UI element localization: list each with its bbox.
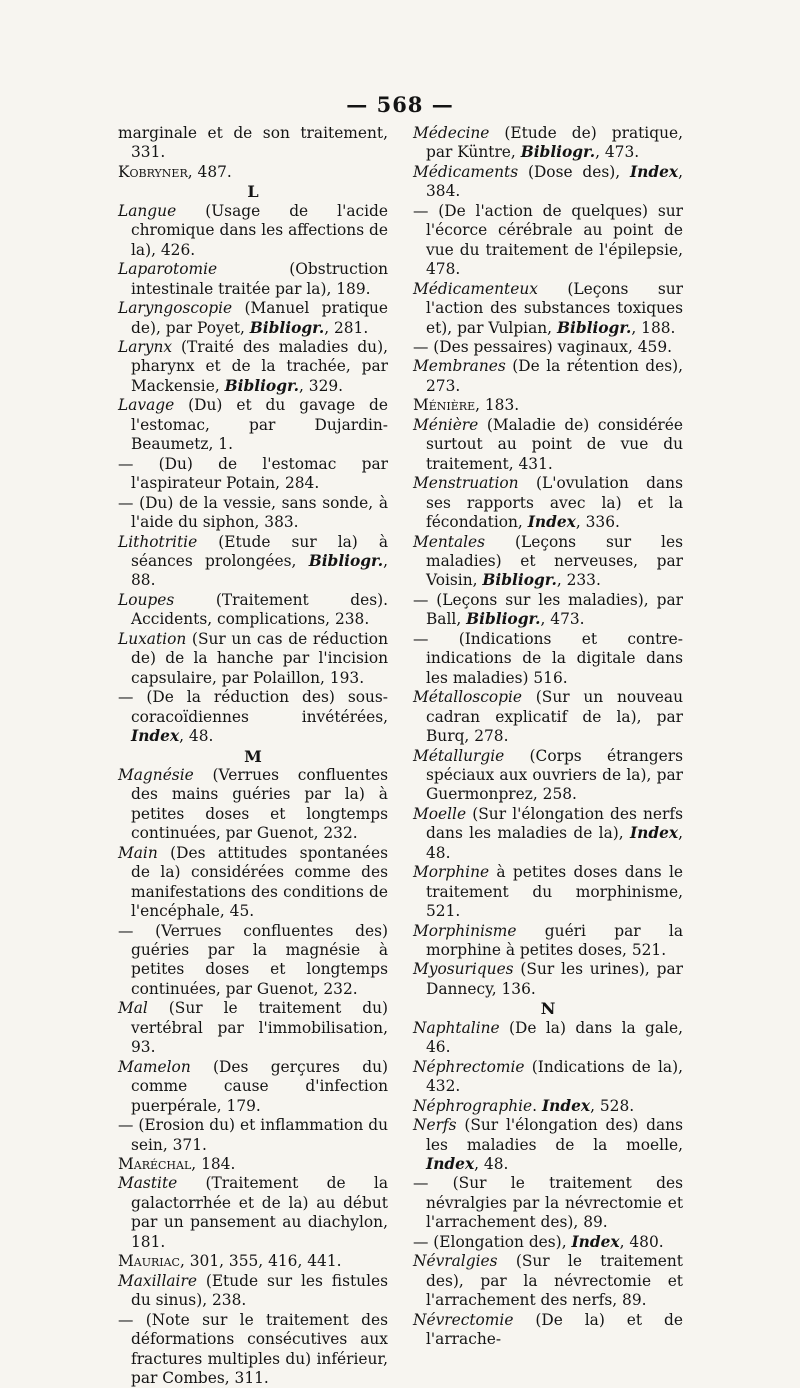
entry-text: (Obstruction intestinale traitée par la), 189. bbox=[131, 260, 388, 298]
entry-text: — (De l'action de quelques) sur l'écorce cérébrale au point de vue du traitement de l'épilepsie, 478. bbox=[413, 201, 683, 279]
index-entry bbox=[118, 1311, 388, 1388]
entry-headword: Mamelon bbox=[118, 1057, 191, 1076]
index-entry bbox=[413, 1233, 683, 1252]
entry-text: — (Sur le traitement des névralgies par la névrectomie et l'arrachement des), 89. bbox=[413, 1174, 683, 1232]
index-entry bbox=[413, 688, 683, 746]
index-entry bbox=[118, 455, 388, 494]
entry-page-ref: , 48. bbox=[426, 824, 683, 862]
reference-tag: Index bbox=[131, 727, 180, 746]
entry-page-ref: , 473. bbox=[595, 143, 640, 162]
index-entry bbox=[118, 163, 388, 182]
index-entry bbox=[413, 1097, 683, 1116]
entry-page-ref: , 48. bbox=[474, 1155, 509, 1174]
entry-text: — (Des pessaires) vaginaux, 459. bbox=[413, 337, 673, 356]
entry-headword: Lithotritie bbox=[118, 532, 198, 551]
entry-text: — (Du) de l'estomac par l'aspirateur Potain, 284. bbox=[118, 454, 388, 493]
entry-headword: Mastite bbox=[118, 1174, 178, 1193]
entry-headword: Langue bbox=[118, 201, 177, 220]
index-entry bbox=[413, 357, 683, 396]
index-entry bbox=[118, 766, 388, 844]
entry-headword: Médicaments bbox=[413, 162, 519, 181]
entry-headword: Ménière bbox=[413, 415, 479, 434]
author-name: Ménière bbox=[413, 396, 476, 415]
entry-page-ref: , 329. bbox=[299, 376, 344, 395]
entry-headword: Métalloscopie bbox=[413, 688, 523, 707]
entry-headword: Métallurgie bbox=[413, 746, 505, 765]
entry-headword: Névrectomie bbox=[413, 1310, 514, 1329]
reference-tag: Index bbox=[571, 1232, 620, 1251]
entry-headword: Morphinisme bbox=[413, 921, 517, 940]
entry-headword: Larynx bbox=[118, 337, 173, 356]
entry-headword: Laparotomie bbox=[118, 260, 218, 279]
entry-text: (Verrues confluentes des mains guéries par la) à petites doses et longtemps continuées, par Guenot, 232. bbox=[131, 765, 388, 843]
author-name: Kobryner bbox=[118, 162, 188, 181]
entry-text: . bbox=[532, 1096, 542, 1115]
reference-tag: Index bbox=[629, 162, 679, 181]
index-entry bbox=[118, 494, 388, 533]
index-entry bbox=[118, 1174, 388, 1252]
entry-text: (Leçons sur les maladies) et nerveuses, par Voisin, bbox=[426, 532, 683, 590]
entry-text: (Etude sur la) à séances prolongées, bbox=[131, 532, 388, 570]
index-entry bbox=[413, 922, 683, 961]
entry-text: guéri par la morphine à petites doses, 521. bbox=[426, 921, 683, 960]
entry-headword: Main bbox=[118, 843, 158, 862]
entry-page-ref: , 88. bbox=[131, 551, 388, 590]
entry-text: (Etude de) pratique, par Küntre, bbox=[426, 124, 683, 162]
entry-headword: Nerfs bbox=[413, 1116, 457, 1135]
entry-page-ref: , 528. bbox=[590, 1096, 635, 1115]
entry-text: — (Du) de la vessie, sans sonde, à l'aide du siphon, 383. bbox=[118, 493, 388, 532]
entry-text: (Sur l'élongation des) dans les maladies de la moelle, bbox=[426, 1116, 683, 1154]
entry-text: (De la) et de l'arrache- bbox=[426, 1310, 683, 1349]
entry-text: (Sur le traitement du) vertébral par l'immobilisation, 93. bbox=[131, 999, 388, 1057]
entry-text: marginale et de son traitement, 331. bbox=[118, 124, 388, 162]
entry-text: (Sur le traitement des), par la névrectomie et l'arrachement des nerfs, 89. bbox=[426, 1252, 683, 1310]
index-entry bbox=[118, 299, 388, 338]
entry-text: (Maladie de) considérée surtout au point de vue du traitement, 431. bbox=[426, 415, 683, 473]
entry-text: (Traitement des). Accidents, complications, 238. bbox=[131, 590, 388, 629]
reference-tag: Bibliogr. bbox=[556, 318, 632, 337]
index-entry bbox=[413, 474, 683, 532]
index-entry bbox=[413, 960, 683, 999]
index-entry bbox=[118, 591, 388, 630]
right-column bbox=[413, 124, 683, 1350]
entry-headword: Naphtaline bbox=[413, 1018, 500, 1037]
entry-text: — (Note sur le traitement des déformations consécutives aux fractures multiples du) inférieur, par Combes, 311. bbox=[118, 1310, 388, 1387]
entry-text: , 301, 355, 416, 441. bbox=[179, 1252, 342, 1271]
entry-text: (Des attitudes spontanées de la) considérées comme des manifestations des conditions de l'encéphale, 45. bbox=[131, 843, 388, 921]
index-entry bbox=[413, 1174, 683, 1232]
entry-page-ref: , 48. bbox=[179, 727, 214, 746]
entry-headword: Loupes bbox=[118, 590, 175, 609]
entry-page-ref: , 188. bbox=[631, 318, 676, 337]
entry-page-ref: , 480. bbox=[619, 1232, 664, 1251]
entry-headword: Médicamenteux bbox=[413, 279, 538, 298]
section-letter: M bbox=[244, 746, 262, 766]
entry-text: (Traité des maladies du), pharynx et de la trachée, par Mackensie, bbox=[131, 337, 388, 395]
entry-text: (L'ovulation dans ses rapports avec la) et la fécondation, bbox=[426, 474, 683, 532]
entry-text: (De la) dans la gale, 46. bbox=[426, 1018, 683, 1057]
entry-text: (Des gerçures du) comme cause d'infection puerpérale, 179. bbox=[131, 1057, 388, 1115]
index-entry bbox=[118, 1155, 388, 1174]
entry-text: — (De la réduction des) sous-coracoïdiennes invétérées, bbox=[118, 688, 388, 726]
index-entry bbox=[413, 1019, 683, 1058]
entry-text: (Corps étrangers spéciaux aux ouvriers de la), par Guermonprez, 258. bbox=[426, 746, 683, 804]
index-entry bbox=[413, 163, 683, 202]
entry-headword: Laryngoscopie bbox=[118, 299, 233, 318]
index-entry bbox=[413, 863, 683, 921]
entry-text: — (Elongation des), bbox=[413, 1232, 572, 1251]
index-entry bbox=[118, 1058, 388, 1116]
index-entry bbox=[413, 1252, 683, 1310]
reference-tag: Bibliogr. bbox=[224, 376, 300, 395]
entry-headword: Néphrectomie bbox=[413, 1057, 525, 1076]
index-entry bbox=[413, 1058, 683, 1097]
entry-text: (Leçons sur l'action des substances toxiques et), par Vulpian, bbox=[426, 279, 683, 337]
section-letter: N bbox=[540, 999, 556, 1019]
index-entry bbox=[413, 338, 683, 357]
left-column bbox=[118, 124, 388, 1388]
reference-tag: Bibliogr. bbox=[520, 143, 596, 162]
entry-headword: Maxillaire bbox=[118, 1271, 197, 1290]
index-entry bbox=[118, 1116, 388, 1155]
index-entry bbox=[118, 844, 388, 922]
author-name: Mauriac bbox=[118, 1252, 180, 1271]
index-entry bbox=[413, 630, 683, 688]
index-entry bbox=[413, 416, 683, 474]
entry-text: , 184. bbox=[191, 1155, 236, 1174]
page-number: — 568 — bbox=[346, 92, 454, 117]
index-entry bbox=[413, 396, 683, 415]
reference-tag: Bibliogr. bbox=[249, 318, 325, 337]
index-entry bbox=[413, 124, 683, 163]
entry-text: (Du) et du gavage de l'estomac, par Dujardin-Beaumetz, 1. bbox=[131, 396, 388, 454]
entry-text: (De la rétention des), 273. bbox=[426, 357, 683, 395]
entry-text: à petites doses dans le traitement du morphinisme, 521. bbox=[426, 863, 683, 921]
index-entry bbox=[118, 338, 388, 396]
entry-page-ref: , 473. bbox=[540, 610, 585, 629]
entry-page-ref: , 233. bbox=[556, 571, 601, 590]
entry-headword: Morphine bbox=[413, 863, 490, 882]
index-entry bbox=[118, 202, 388, 260]
entry-text: (Sur un nouveau cadran explicatif de la), par Burq, 278. bbox=[426, 688, 683, 746]
entry-text: (Sur les urines), par Dannecy, 136. bbox=[426, 960, 683, 998]
author-name: Maréchal bbox=[118, 1155, 192, 1174]
entry-text: (Dose des), bbox=[518, 162, 630, 181]
entry-text: (Sur un cas de réduction de) de la hanche par l'incision capsulaire, par Polaillon, 193. bbox=[131, 629, 388, 687]
entry-headword: Névralgies bbox=[413, 1252, 498, 1271]
entry-headword: Magnésie bbox=[118, 765, 194, 784]
entry-page-ref: , 281. bbox=[324, 318, 369, 337]
index-entry bbox=[118, 922, 388, 1000]
index-entry bbox=[413, 747, 683, 805]
entry-text: — (Verrues confluentes des) guéries par la magnésie à petites doses et longtemps continuées, par Guenot, 232. bbox=[118, 921, 388, 998]
entry-text: (Etude sur les fistules du sinus), 238. bbox=[131, 1271, 388, 1310]
entry-headword: Myosuriques bbox=[413, 960, 514, 979]
index-entry bbox=[118, 1252, 388, 1271]
reference-tag: Bibliogr. bbox=[308, 551, 384, 570]
entry-page-ref: , 336. bbox=[575, 513, 620, 532]
reference-tag: Index bbox=[426, 1155, 475, 1174]
entry-text: (Usage de l'acide chromique dans les affections de la), 426. bbox=[131, 201, 388, 259]
index-entry bbox=[413, 805, 683, 863]
entry-headword: Luxation bbox=[118, 629, 187, 648]
reference-tag: Index bbox=[629, 824, 679, 843]
index-entry bbox=[118, 396, 388, 454]
entry-text: — (Indications et contre-indications de la digitale dans les maladies) 516. bbox=[413, 629, 683, 687]
section-letter: L bbox=[247, 182, 259, 202]
entry-text: (Manuel pratique de), par Poyet, bbox=[131, 299, 388, 337]
reference-tag: Bibliogr. bbox=[466, 610, 541, 629]
entry-headword: Moelle bbox=[413, 804, 467, 823]
reference-tag: Index bbox=[527, 513, 576, 532]
entry-text: (Traitement de la galactorrhée et de la) au début par un pansement au diachylon, 181. bbox=[131, 1174, 388, 1251]
index-entry bbox=[118, 124, 388, 163]
entry-headword: Menstruation bbox=[413, 474, 519, 493]
entry-text: — (Leçons sur les maladies), par Ball, bbox=[413, 590, 683, 629]
index-entry bbox=[413, 1116, 683, 1174]
index-entry bbox=[118, 999, 388, 1057]
index-entry bbox=[413, 1311, 683, 1350]
entry-page-ref: , 384. bbox=[426, 162, 683, 201]
index-entry bbox=[413, 280, 683, 338]
entry-headword: Membranes bbox=[413, 357, 506, 376]
entry-headword: Lavage bbox=[118, 396, 175, 415]
entry-text: , 487. bbox=[187, 162, 232, 181]
reference-tag: Bibliogr. bbox=[482, 571, 557, 590]
index-entry bbox=[118, 688, 388, 746]
index-entry bbox=[118, 533, 388, 591]
entry-text: , 183. bbox=[475, 396, 520, 415]
index-entry bbox=[413, 591, 683, 630]
entry-headword: Mal bbox=[118, 999, 148, 1018]
entry-text: — (Erosion du) et inflammation du sein, 371. bbox=[118, 1116, 388, 1154]
entry-headword: Médecine bbox=[413, 124, 490, 142]
entry-text: (Sur l'élongation des nerfs dans les maladies de la), bbox=[426, 804, 683, 843]
index-entry bbox=[118, 630, 388, 688]
index-entry bbox=[118, 260, 388, 299]
entry-headword: Mentales bbox=[413, 532, 486, 551]
index-entry bbox=[118, 1272, 388, 1311]
index-entry bbox=[413, 202, 683, 280]
entry-text: (Indications de la), 432. bbox=[426, 1057, 683, 1096]
index-entry bbox=[413, 533, 683, 591]
entry-headword: Néphrographie bbox=[413, 1096, 533, 1115]
reference-tag: Index bbox=[541, 1096, 591, 1115]
